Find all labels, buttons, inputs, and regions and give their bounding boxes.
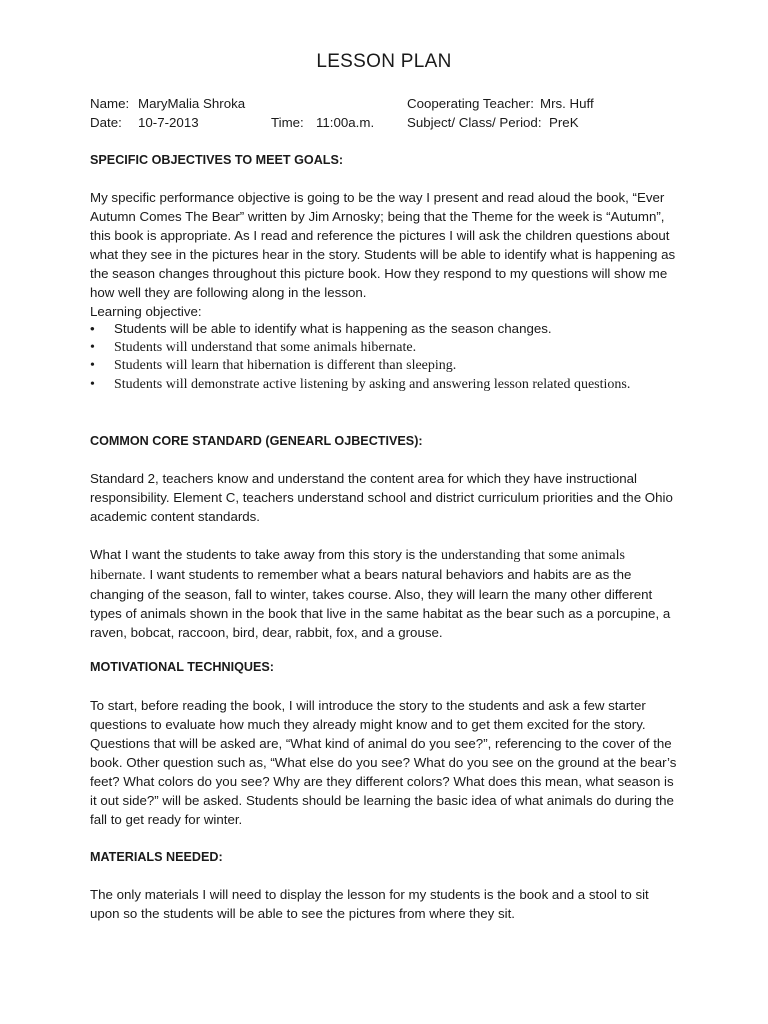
name-value: MaryMalia Shroka <box>138 96 246 111</box>
name-label: Name: <box>90 96 130 111</box>
header-row-name <box>90 94 690 113</box>
time-value: 11:00a.m. <box>316 115 375 130</box>
cooperating-teacher-value: Mrs. Huff <box>540 96 594 111</box>
date-value: 10-7-2013 <box>138 115 199 130</box>
materials-heading: MATERIALS NEEDED: <box>90 850 223 864</box>
list-item-text: Students will be able to identify what is happening as the season changes. <box>114 321 552 336</box>
hibernate-phrase: understanding that some animals hibernate <box>90 548 625 583</box>
subject-value: PreK <box>549 115 579 130</box>
list-item-text: Students will understand that some animals hibernate. <box>114 339 417 355</box>
date-label: Date: <box>90 115 122 130</box>
list-item <box>90 339 690 358</box>
bullet-glyph: • <box>90 321 95 336</box>
common-core-paragraph-1: Standard 2, teachers know and understand the content area for which they have instructional responsibility. Element C, teachers understand school and district curriculum priorities and the Ohio academic content standards. <box>90 471 673 524</box>
list-item-text: Students will demonstrate active listening by asking and answering lesson related questions. <box>114 376 631 392</box>
materials-paragraph: The only materials I will need to display the lesson for my students is the book and a stool to sit upon so the students will be able to see the pictures from where they sit. <box>90 887 649 921</box>
motivation-paragraph: To start, before reading the book, I will introduce the story to the students and ask a few starter questions to evaluate how much they already might know and to get them excited for the story. Questions that will be asked are, “What kind of animal do you see?”, referencing to the cover of the book. Other question such as, “What else do you see? What do you see on the ground at the bear’s feet? What colors do you see? Why are they different colors? What does this mean, what season is it out side?” will be asked. Students should be learning the basic idea of what animals do during the fall to get ready for winter. <box>90 698 677 827</box>
cooperating-teacher-label: Cooperating Teacher: <box>407 96 534 111</box>
time-label: Time: <box>271 115 304 130</box>
bullet-glyph: • <box>90 339 95 355</box>
paragraph-text: What I want the students to take away from this story is the <box>90 547 442 562</box>
common-core-heading: COMMON CORE STANDARD (GENEARL OJBECTIVES): <box>90 434 423 448</box>
bullet-glyph: • <box>90 358 95 373</box>
common-core-paragraph-2 <box>90 545 682 642</box>
bullet-glyph: • <box>90 376 95 392</box>
list-item <box>90 376 690 395</box>
objectives-heading: SPECIFIC OBJECTIVES TO MEET GOALS: <box>90 153 344 167</box>
learning-objectives-list <box>90 320 690 394</box>
list-item <box>90 357 690 376</box>
list-item-text: Students will learn that hibernation is different than sleeping. <box>114 358 457 373</box>
page-title: LESSON PLAN <box>316 51 452 72</box>
lesson-plan-page <box>90 0 690 1024</box>
list-item <box>90 320 690 339</box>
subject-label: Subject/ Class/ Period: <box>407 115 542 130</box>
objectives-paragraph: My specific performance objective is going to be the way I present and read aloud the book, “Ever Autumn Comes The Bear” written by Jim Arnosky; being that the Theme for the week is “Autumn”, this book is appropriate. As I read and reference the pictures I will ask the children questions about what they see in the pictures hear in the story. Students will be able to identify what is happening as the season changes throughout this picture book. How they respond to my questions will show me how well they are following along in the lesson. <box>90 190 676 300</box>
header-row-date <box>90 113 690 132</box>
paragraph-text: . I want students to remember what a bears natural behaviors and habits are as the changing of the season, fall to winter, takes course. Also, they will learn the many other different types of animals shown in the book that live in the same habitat as the bear such as a porcupine, a raven, bobcat, raccoon, bird, dear, rabbit, fox, and a grouse. <box>90 567 671 640</box>
motivation-heading: MOTIVATIONAL TECHNIQUES: <box>90 660 275 674</box>
learning-objective-label: Learning objective: <box>90 304 202 319</box>
